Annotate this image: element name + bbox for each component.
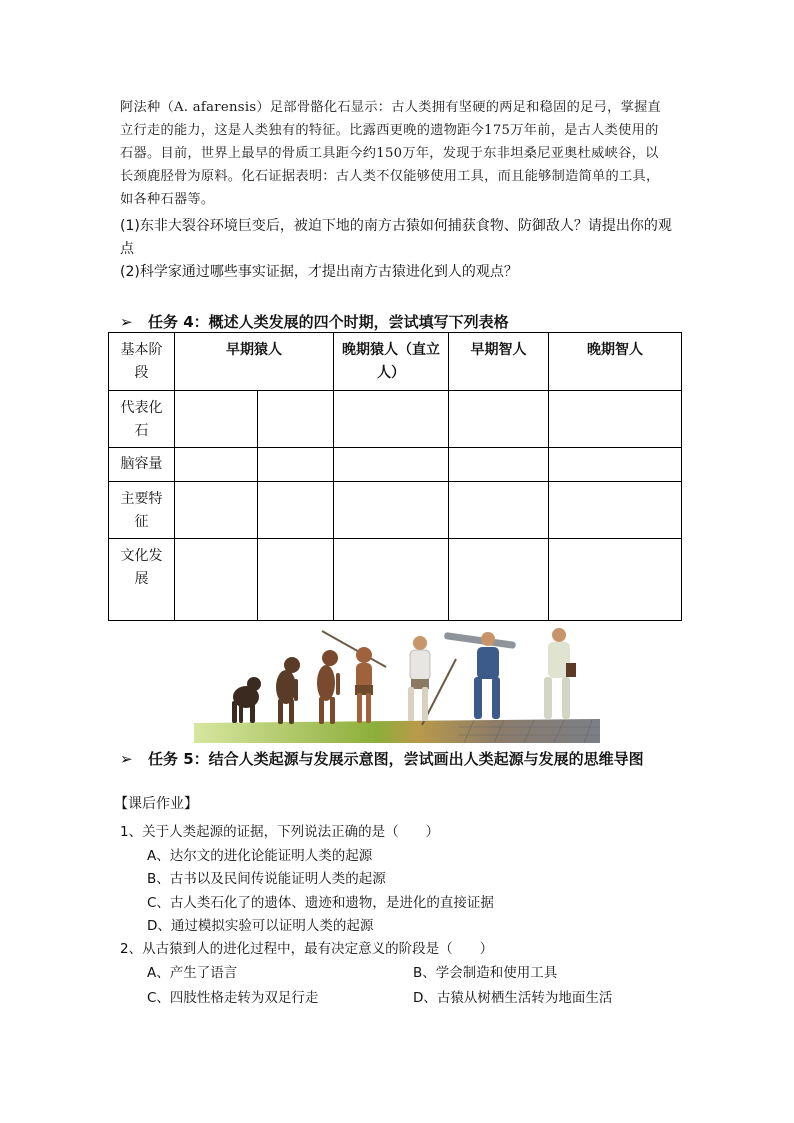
passage-line: 立行走的能力，这是人类独有的特征。比露西更晚的遗物距今175万年前，是古人类使用的 <box>120 123 659 138</box>
row-label-text: 主要特 <box>120 491 163 507</box>
row-label-text: 征 <box>134 514 149 530</box>
answer-cell[interactable] <box>334 448 449 482</box>
q1-option-d[interactable]: D、通过模拟实验可以证明人类的起源 <box>147 918 374 934</box>
table-row-fossil <box>109 391 682 448</box>
task-4-title: 任务 4：概述人类发展的四个时期，尝试填写下列表格 <box>148 313 509 331</box>
q2-option-d[interactable]: D、古猿从树栖生活转为地面生活 <box>413 990 613 1006</box>
answer-cell[interactable] <box>549 391 682 448</box>
answer-cell[interactable] <box>334 539 449 621</box>
early-hominid-figure <box>276 657 300 724</box>
ape-figure <box>232 677 261 723</box>
header-late-ape-man <box>334 333 449 391</box>
answer-cell[interactable] <box>334 391 449 448</box>
q2-option-a[interactable]: A、产生了语言 <box>147 965 238 981</box>
answer-cell[interactable] <box>449 391 549 448</box>
answer-cell[interactable] <box>175 448 258 482</box>
table-row-culture <box>109 539 682 621</box>
answer-cell[interactable] <box>549 448 682 482</box>
arrow-bullet-icon: ➢ <box>120 313 133 331</box>
row-label-feature <box>109 482 175 539</box>
question-1-line: 点 <box>120 241 134 257</box>
passage-line: 阿法种（A. afarensis）足部骨骼化石显示：古人类拥有坚硬的两足和稳固的足弓，掌握直 <box>120 100 662 115</box>
answer-cell[interactable] <box>258 391 334 448</box>
arrow-bullet-icon: ➢ <box>120 750 133 768</box>
question-1-line: (1)东非大裂谷环境巨变后，被迫下地的南方古猿如何捕获食物、防御敌人？请提出你的观 <box>120 218 672 234</box>
row-label-text: 展 <box>134 571 149 587</box>
table-row-feature <box>109 482 682 539</box>
farmer-figure <box>408 636 456 725</box>
discussion-questions <box>120 215 685 284</box>
header-late-ape-man-text: 人） <box>377 365 405 381</box>
q2-option-b[interactable]: B、学会制造和使用工具 <box>413 965 558 981</box>
task-5-title: 任务 5：结合人类起源与发展示意图，尝试画出人类起源与发展的思维导图 <box>148 750 644 768</box>
worker-figure <box>444 632 516 719</box>
answer-cell[interactable] <box>449 448 549 482</box>
row-label-culture <box>109 539 175 621</box>
task-4-heading <box>120 311 509 332</box>
row-label-text: 代表化 <box>120 400 163 416</box>
passage-line: 如各种石器等。 <box>120 192 215 207</box>
human-development-table <box>108 332 682 621</box>
row-label-fossil <box>109 391 175 448</box>
answer-cell[interactable] <box>175 539 258 621</box>
table-row-brain <box>109 448 682 482</box>
passage-line: 长颈鹿胫骨为原料。化石证据表明：古人类不仅能够使用工具，而且能够制造简单的工具， <box>120 169 660 184</box>
evidence-passage <box>120 96 685 211</box>
homework-title: 【课后作业】 <box>114 796 198 812</box>
ground-strip <box>194 719 600 743</box>
q1-option-c[interactable]: C、古人类石化了的遗体、遗迹和遗物，是进化的直接证据 <box>147 895 494 911</box>
answer-cell[interactable] <box>449 539 549 621</box>
answer-cell[interactable] <box>449 482 549 539</box>
homework-question-1: 1、关于人类起源的证据，下列说法正确的是（ ） <box>120 824 440 840</box>
australopithecus-figure <box>317 650 340 724</box>
businessman-figure <box>544 628 576 719</box>
answer-cell[interactable] <box>334 482 449 539</box>
header-stage-text: 段 <box>134 365 149 381</box>
header-stage-text: 基本阶 <box>120 342 163 358</box>
header-late-homo-sapiens: 晚期智人 <box>549 333 682 391</box>
answer-cell[interactable] <box>175 391 258 448</box>
passage-line: 石器。目前，世界上最早的骨质工具距今约150万年，发现于东非坦桑尼亚奥杜威峡谷，以 <box>120 146 659 161</box>
homework-question-2: 2、从古猿到人的进化过程中，最有决定意义的阶段是（ ） <box>120 941 494 957</box>
row-label-brain: 脑容量 <box>109 448 175 482</box>
q1-option-a[interactable]: A、达尔文的进化论能证明人类的起源 <box>147 848 373 864</box>
task-5-heading <box>120 748 644 769</box>
answer-cell[interactable] <box>258 482 334 539</box>
answer-cell[interactable] <box>258 539 334 621</box>
table-header-row <box>109 333 682 391</box>
answer-cell[interactable] <box>549 539 682 621</box>
q2-option-c[interactable]: C、四肢性格走转为双足行走 <box>147 990 319 1006</box>
answer-cell[interactable] <box>175 482 258 539</box>
row-label-text: 石 <box>134 423 149 439</box>
header-early-ape-man: 早期猿人 <box>175 333 334 391</box>
human-evolution-illustration <box>194 627 600 743</box>
header-stage <box>109 333 175 391</box>
question-2: (2)科学家通过哪些事实证据，才提出南方古猿进化到人的观点？ <box>120 264 518 280</box>
answer-cell[interactable] <box>258 448 334 482</box>
answer-cell[interactable] <box>549 482 682 539</box>
q1-option-b[interactable]: B、古书以及民间传说能证明人类的起源 <box>147 871 386 887</box>
header-late-ape-man-text: 晚期猿人（直立 <box>342 342 440 358</box>
row-label-text: 文化发 <box>120 548 163 564</box>
header-early-homo-sapiens: 早期智人 <box>449 333 549 391</box>
